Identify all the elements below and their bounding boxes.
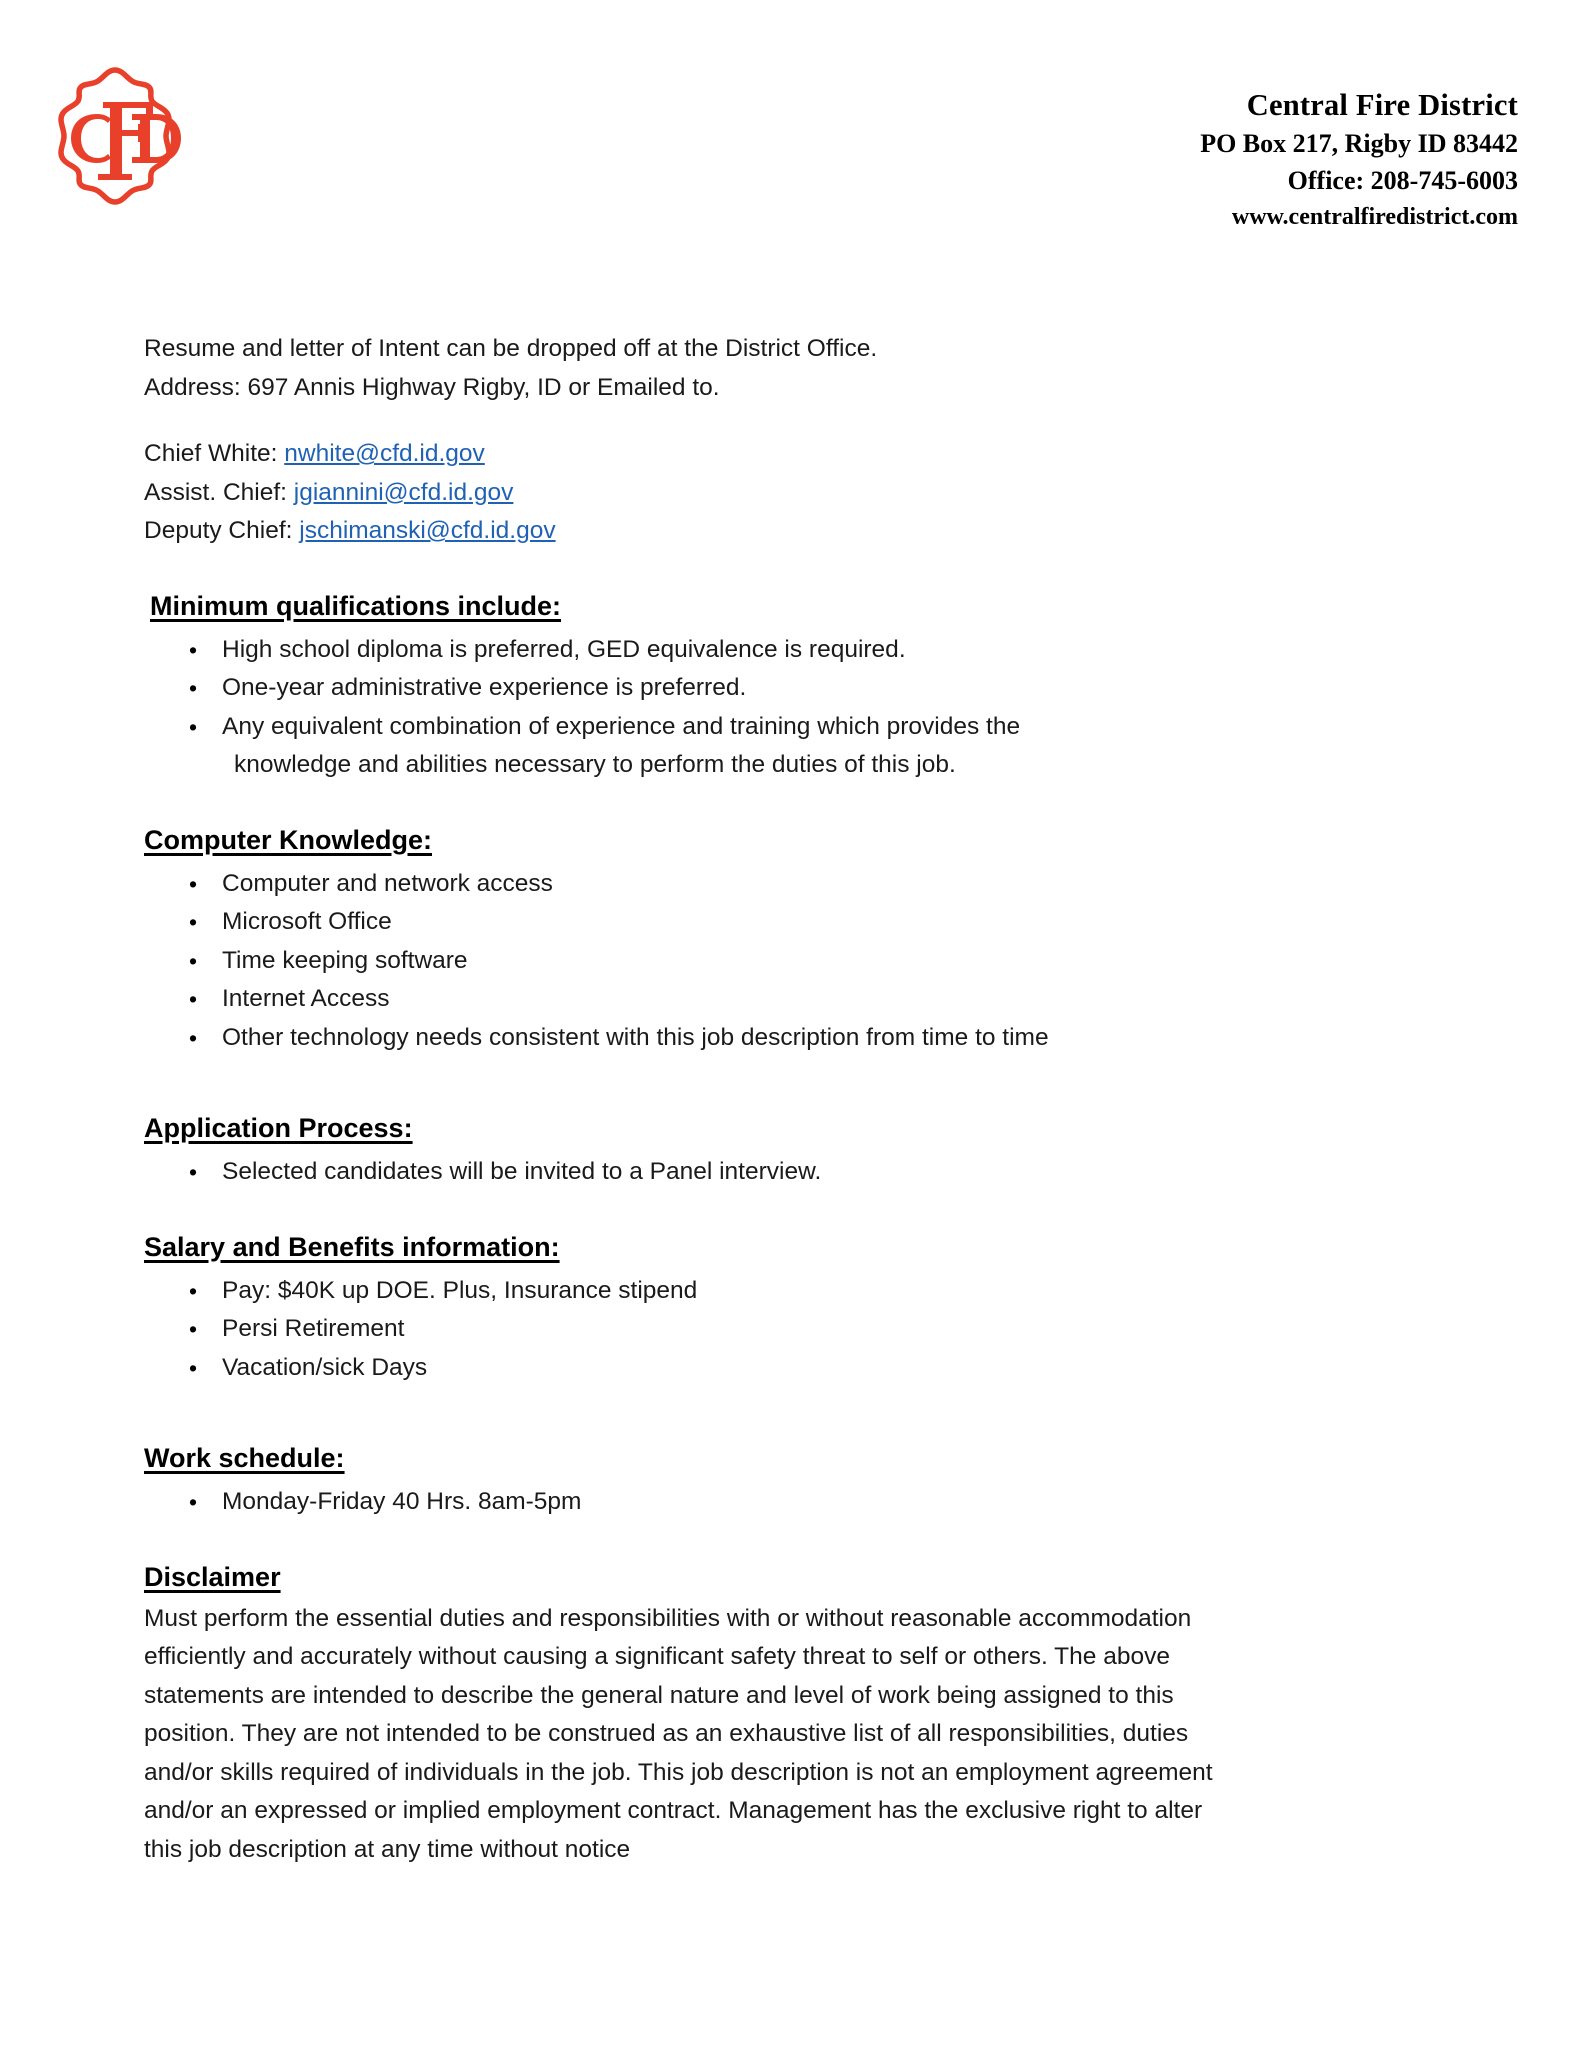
contact-role-deputy-chief: Deputy Chief: — [144, 517, 293, 544]
list-item-text: Time keeping software — [222, 946, 468, 974]
intro-line-2: Address: 697 Annis Highway Rigby, ID or Emailed to. — [144, 373, 720, 401]
list-salary-benefits — [144, 1272, 1474, 1388]
org-phone: Office: 208-745-6003 — [1287, 166, 1518, 195]
email-link-chief[interactable]: nwhite@cfd.id.gov — [284, 440, 485, 467]
heading-minimum-qualifications: Minimum qualifications include: — [150, 590, 562, 621]
spacer — [144, 1522, 1474, 1558]
section-minimum-qualifications — [144, 587, 1474, 629]
list-item — [144, 903, 1474, 942]
list-item-text: One-year administrative experience is preferred. — [222, 674, 747, 701]
disclaimer-line: position. They are not intended to be construed as an exhaustive list of all responsibilities, duties — [144, 1720, 1189, 1747]
disclaimer-line: statements are intended to describe the general nature and level of work being assigned to this — [144, 1681, 1174, 1709]
email-link-deputy-chief[interactable]: jschimanski@cfd.id.gov — [299, 517, 556, 544]
disclaimer-text — [144, 1600, 1344, 1870]
contact-row-deputy-chief — [144, 512, 1474, 551]
list-item — [144, 1019, 1474, 1058]
list-item — [144, 1153, 1474, 1192]
list-item — [144, 942, 1474, 981]
heading-computer-knowledge: Computer Knowledge: — [144, 824, 432, 855]
org-name: Central Fire District — [1246, 88, 1518, 122]
email-link-assist-chief[interactable]: jgiannini@cfd.id.gov — [293, 478, 514, 506]
spacer — [144, 407, 1474, 435]
letterhead — [0, 0, 1583, 230]
list-item-text: High school diploma is preferred, GED equivalence is required. — [222, 635, 906, 663]
spacer — [144, 785, 1474, 821]
list-item-text: Pay: $40K up DOE. Plus, Insurance stipend — [222, 1276, 698, 1304]
disclaimer-line: this job description at any time without notice — [144, 1835, 631, 1863]
list-item-text: Microsoft Office — [222, 908, 392, 935]
list-item — [144, 980, 1474, 1019]
list-item-text: Other technology needs consistent with this job description from time to time — [222, 1023, 1049, 1051]
list-item — [144, 631, 1474, 670]
contact-row-chief — [144, 435, 1474, 474]
disclaimer-line: Must perform the essential duties and responsibilities with or without reasonable accommodation — [144, 1604, 1192, 1632]
heading-salary-benefits: Salary and Benefits information: — [144, 1231, 560, 1262]
list-item-text: Vacation/sick Days — [222, 1353, 428, 1381]
spacer — [144, 551, 1474, 587]
spacer — [144, 1192, 1474, 1228]
list-item-text: Computer and network access — [222, 869, 553, 897]
section-application-process — [144, 1109, 1474, 1151]
list-item — [144, 1310, 1474, 1349]
intro-line-1: Resume and letter of Intent can be dropped off at the District Office. — [144, 335, 878, 362]
document-body — [144, 330, 1474, 1869]
heading-application-process: Application Process: — [144, 1113, 413, 1143]
contact-row-assist-chief — [144, 474, 1474, 513]
maltese-cross-icon — [40, 62, 190, 210]
section-work-schedule — [144, 1439, 1474, 1481]
org-contact-block — [1200, 86, 1518, 236]
central-fire-district-logo — [40, 62, 190, 210]
list-item — [144, 669, 1474, 708]
list-item-text: Monday-Friday 40 Hrs. 8am-5pm — [222, 1488, 582, 1515]
spacer — [144, 1387, 1474, 1439]
section-disclaimer — [144, 1558, 1474, 1600]
list-item — [144, 1272, 1474, 1311]
disclaimer-line: and/or skills required of individuals in the job. This job description is not an employment agreement — [144, 1758, 1213, 1786]
list-item — [144, 1349, 1474, 1388]
list-item-text: Persi Retirement — [222, 1315, 405, 1342]
section-computer-knowledge — [144, 821, 1474, 863]
list-item — [144, 708, 1474, 785]
org-website: www.centralfiredistrict.com — [1231, 204, 1518, 230]
list-item-text: Internet Access — [222, 985, 390, 1012]
spacer — [144, 1057, 1474, 1109]
disclaimer-line: and/or an expressed or implied employment contract. Management has the exclusive right to alter — [144, 1797, 1203, 1824]
list-item-text: Any equivalent combination of experience and training which provides the — [222, 712, 1021, 740]
contact-role-chief: Chief White: — [144, 440, 278, 467]
list-item-text-continued: knowledge and abilities necessary to perform the duties of this job. — [234, 751, 956, 778]
list-item — [144, 1483, 1474, 1522]
list-computer-knowledge — [144, 865, 1474, 1058]
heading-work-schedule: Work schedule: — [144, 1443, 345, 1473]
heading-disclaimer: Disclaimer — [144, 1561, 281, 1592]
list-item-text: Selected candidates will be invited to a Panel interview. — [222, 1158, 822, 1185]
list-application-process — [144, 1153, 1474, 1192]
section-salary-benefits — [144, 1228, 1474, 1270]
list-item — [144, 865, 1474, 904]
disclaimer-line: efficiently and accurately without causing a significant safety threat to self or others. The above — [144, 1643, 1170, 1670]
contact-role-assist-chief: Assist. Chief: — [144, 478, 287, 506]
list-minimum-qualifications — [144, 631, 1474, 785]
list-work-schedule — [144, 1483, 1474, 1522]
org-address: PO Box 217, Rigby ID 83442 — [1200, 129, 1518, 158]
